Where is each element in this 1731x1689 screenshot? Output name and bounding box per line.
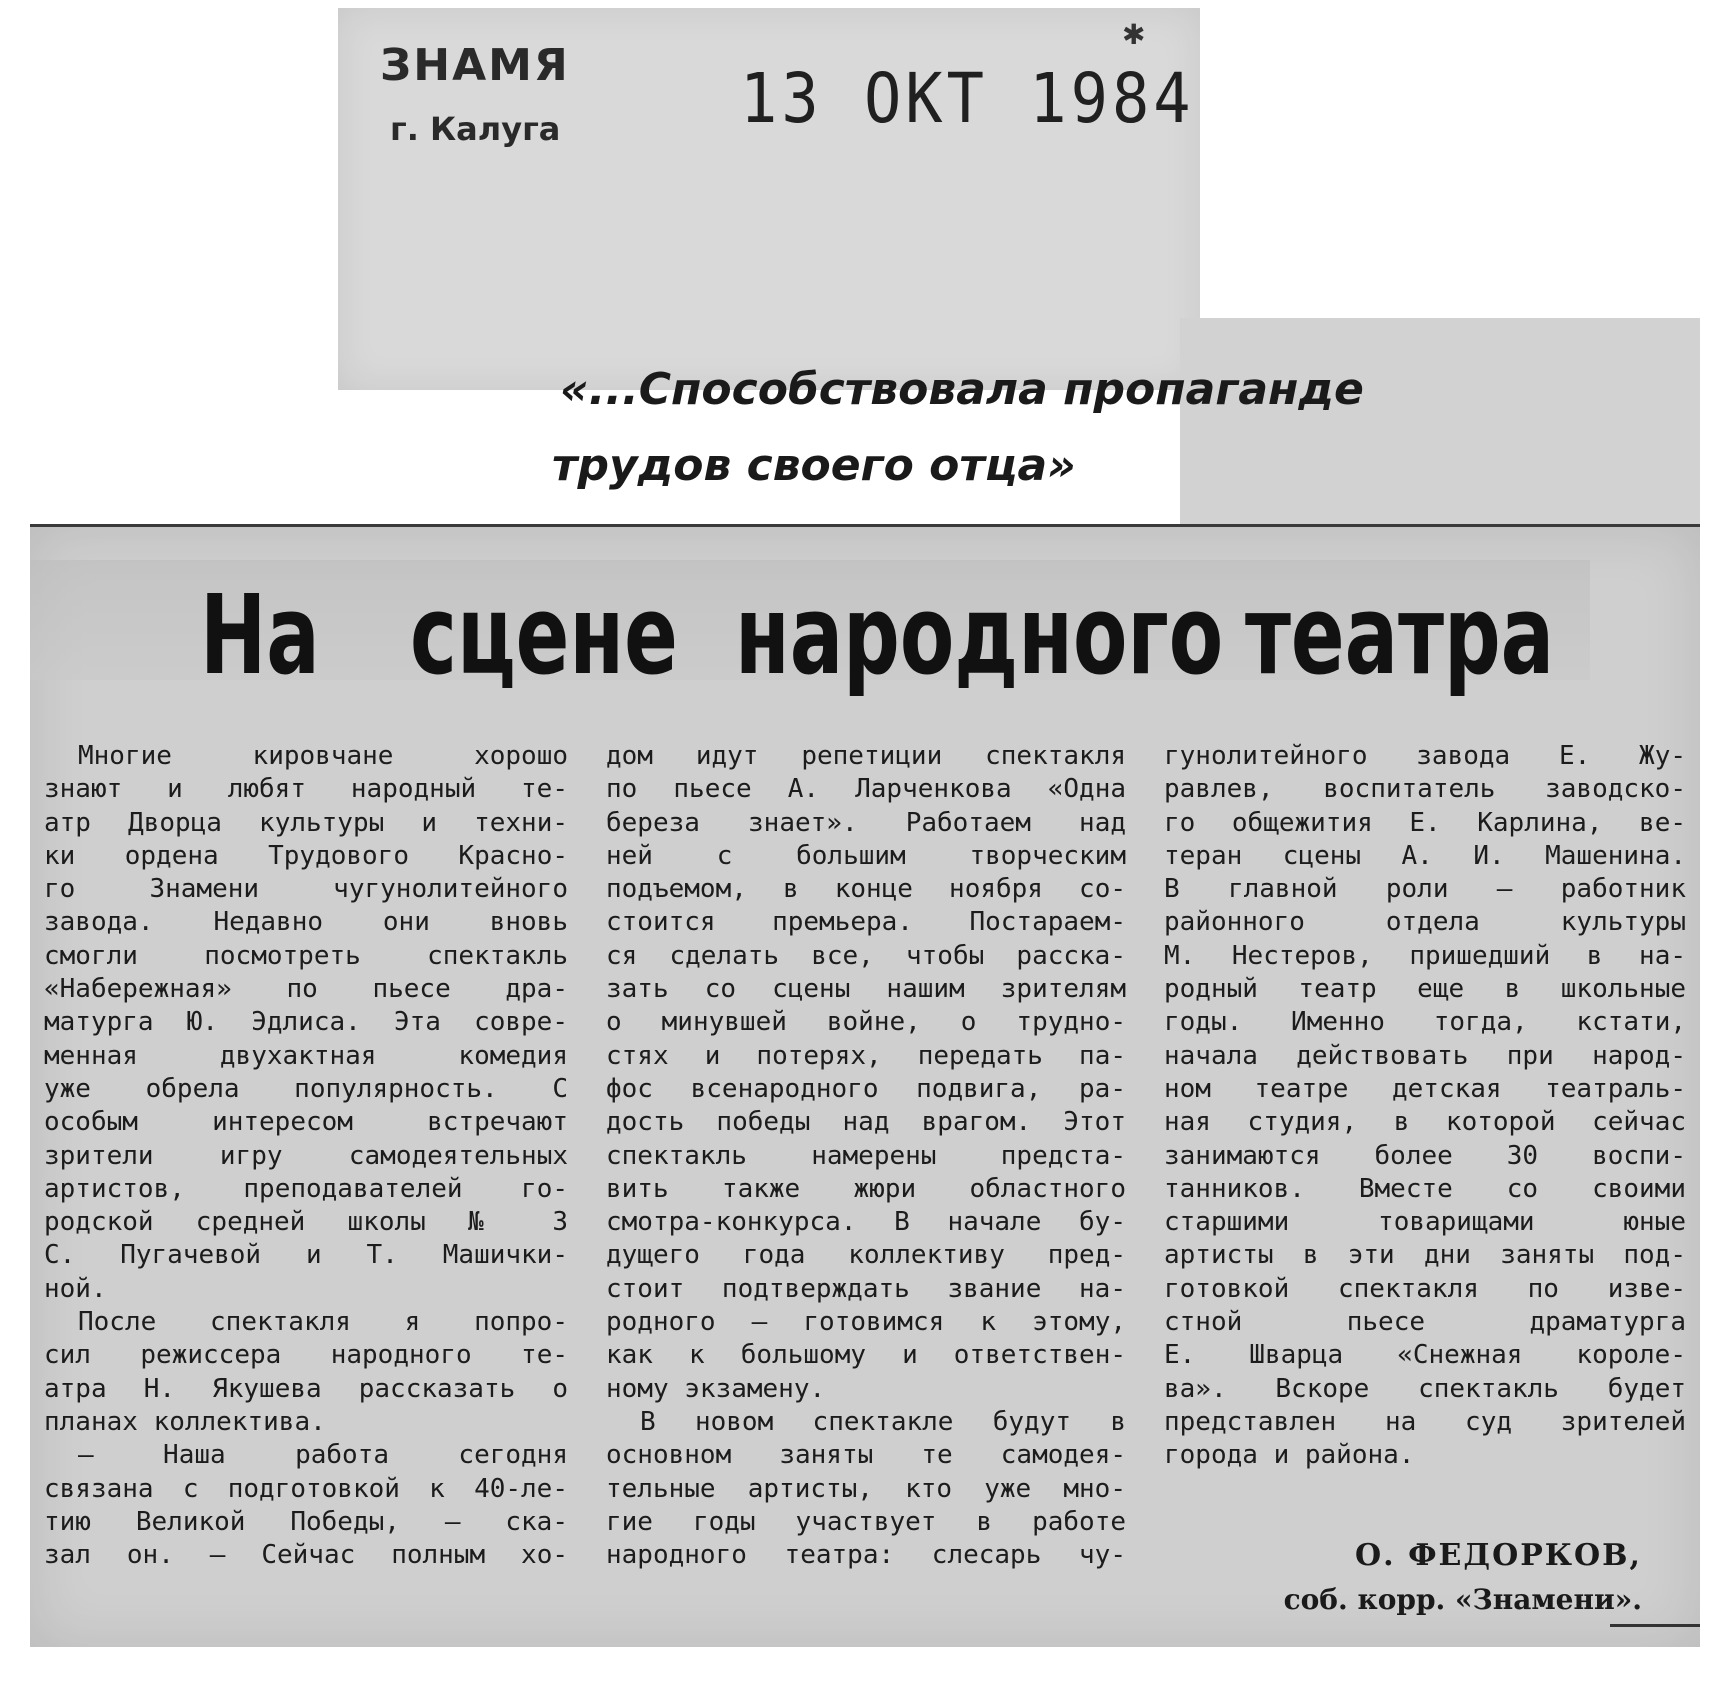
article-text-line: родской средней школы № 3 [44, 1207, 568, 1238]
article-text-line: смогли посмотреть спектакль [44, 940, 568, 971]
article-text-line: зал он. — Сейчас полным хо- [44, 1540, 568, 1571]
article-column-1 [44, 740, 568, 1572]
rubric-heading [552, 352, 1560, 504]
article-text-line: стной пьесе драматурга [1164, 1307, 1686, 1338]
article-text-line: годы. Именно тогда, кстати, [1164, 1007, 1686, 1038]
article-text-line: го общежития Е. Карлина, ве- [1164, 807, 1686, 838]
newspaper-city: г. Калуга [390, 110, 561, 148]
article-text-line: по пьесе А. Ларченкова «Одна [606, 774, 1126, 805]
article-text-line: В главной роли — работник [1164, 874, 1686, 905]
article-text-line: особым интересом встречают [44, 1107, 568, 1138]
article-text-line: подъемом, в конце ноября со- [606, 874, 1126, 905]
article-text-line: ная студия, в которой сейчас [1164, 1107, 1686, 1138]
article-text-line: атра Н. Якушева рассказать о [44, 1373, 568, 1404]
article-text-line: Е. Шварца «Снежная короле- [1164, 1340, 1686, 1371]
article-text-line: уже обрела популярность. С [44, 1073, 568, 1104]
article-text-line: планах коллектива. [44, 1406, 326, 1437]
article-text-line: тию Великой Победы, — ска- [44, 1506, 568, 1537]
article-text-line: стоит подтверждать звание на- [606, 1273, 1126, 1304]
article-text-line: В новом спектакле будут в [640, 1406, 1126, 1437]
article-text-line: Многие кировчане хорошо [78, 741, 568, 771]
article-text-line: М. Нестеров, пришедший в на- [1164, 940, 1686, 971]
article-text-line: районного отдела культуры [1164, 907, 1686, 938]
article-text-line: родного — готовимся к этому, [606, 1307, 1126, 1338]
article-text-line: родный театр еще в школьные [1164, 974, 1686, 1005]
article-text-line: начала действовать при народ- [1164, 1040, 1686, 1071]
article-text-line: стях и потерях, передать па- [606, 1040, 1126, 1071]
article-text-line: дость победы над врагом. Этот [606, 1107, 1126, 1138]
article-text-line: менная двухактная комедия [44, 1040, 568, 1071]
article-text-line: ной. [44, 1273, 107, 1304]
article-text-line: С. Пугачевой и Т. Машички- [44, 1240, 568, 1271]
article-text-line: представлен на суд зрителей [1164, 1406, 1686, 1437]
article-text-line: ва». Вскоре спектакль будет [1164, 1373, 1686, 1404]
article-text-line: гие годы участвует в работе [606, 1506, 1126, 1537]
newspaper-masthead: ЗНАМЯ [380, 40, 570, 91]
article-text-line: зрители игру самодеятельных [44, 1140, 568, 1171]
article-text-line: дом идут репетиции спектакля [606, 741, 1126, 771]
article-text-line: знают и любят народный те- [44, 774, 568, 805]
rubric-line-2: трудов своего отца» [552, 440, 1076, 491]
article-text-line: зать со сцены нашим зрителям [606, 974, 1126, 1005]
article-text-line: фос всенародного подвига, ра- [606, 1073, 1126, 1104]
article-text-line: основном заняты те самодея- [606, 1440, 1126, 1471]
article-text-line: как к большому и ответствен- [606, 1340, 1126, 1371]
article-text-line: атр Дворца культуры и техни- [44, 807, 568, 838]
article-text-line: равлев, воспитатель заводско- [1164, 774, 1686, 805]
article-text-line: завода. Недавно они вновь [44, 907, 568, 938]
article-text-line: ном театре детская театраль- [1164, 1073, 1686, 1104]
article-text-line: артистов, преподавателей го- [44, 1173, 568, 1204]
article-text-line: го Знамени чугунолитейного [44, 874, 568, 905]
article-text-line: дущего года коллективу пред- [606, 1240, 1126, 1271]
article-text-line: — Наша работа сегодня [78, 1440, 568, 1471]
headline-word: сцене [410, 571, 678, 699]
article-text-line: танников. Вместе со своими [1164, 1173, 1686, 1204]
bottom-rule [1610, 1624, 1700, 1627]
article-text-line: «Набережная» по пьесе дра- [44, 974, 568, 1005]
headline-word: народного [735, 571, 1224, 699]
article-text-line: береза знает». Работаем над [606, 807, 1126, 838]
article-text-line: старшими товарищами юные [1164, 1207, 1686, 1238]
article-column-3 [1164, 740, 1686, 1473]
article-text-line: теран сцены А. И. Машенина. [1164, 840, 1686, 871]
article-text-line: ся сделать все, чтобы расска- [606, 940, 1126, 971]
article-text-line: артисты в эти дни заняты под- [1164, 1240, 1686, 1271]
article-text-line: связана с подготовкой к 40-ле- [44, 1473, 568, 1504]
article-text-line: о минувшей войне, о трудно- [606, 1007, 1126, 1038]
article-text-line: ней с большим творческим [606, 840, 1126, 871]
article-text-line: сил режиссера народного те- [44, 1340, 568, 1371]
article-column-2 [606, 740, 1126, 1572]
author-role: соб. корр. «Знамени». [1283, 1583, 1642, 1616]
article-text-line: готовкой спектакля по изве- [1164, 1273, 1686, 1304]
byline [1242, 1536, 1642, 1620]
article-text-line: гунолитейного завода Е. Жу- [1164, 741, 1686, 771]
article-text-line: занимаются более 30 воспи- [1164, 1140, 1686, 1171]
article-text-line: тельные артисты, кто уже мно- [606, 1473, 1126, 1504]
article-text-line: города и района. [1164, 1440, 1415, 1471]
article-text-line: После спектакля я попро- [78, 1307, 568, 1338]
article-text-line: смотра-конкурса. В начале бу- [606, 1207, 1126, 1238]
article-text-line: вить также жюри областного [606, 1173, 1126, 1204]
headline-word: театра [1245, 571, 1555, 699]
article-text-line: ному экзамену. [606, 1373, 826, 1404]
date-stamp: 13 ОКТ 1984 [740, 58, 1195, 139]
rubric-line-1: «...Способствовала пропаганде [560, 364, 1364, 415]
article-text-line: народного театра: слесарь чу- [606, 1540, 1126, 1571]
article-text-line: стоится премьера. Постараем- [606, 907, 1126, 938]
ink-mark: ✱ [1122, 18, 1146, 51]
headline-word: На [200, 571, 320, 699]
article-headline [200, 565, 1700, 705]
article-text-line: матурга Ю. Эдлиса. Эта совре- [44, 1007, 568, 1038]
article-text-line: ки ордена Трудового Красно- [44, 840, 568, 871]
author-name: О. ФЕДОРКОВ, [1355, 1538, 1642, 1573]
article-text-line: спектакль намерены предста- [606, 1140, 1126, 1171]
